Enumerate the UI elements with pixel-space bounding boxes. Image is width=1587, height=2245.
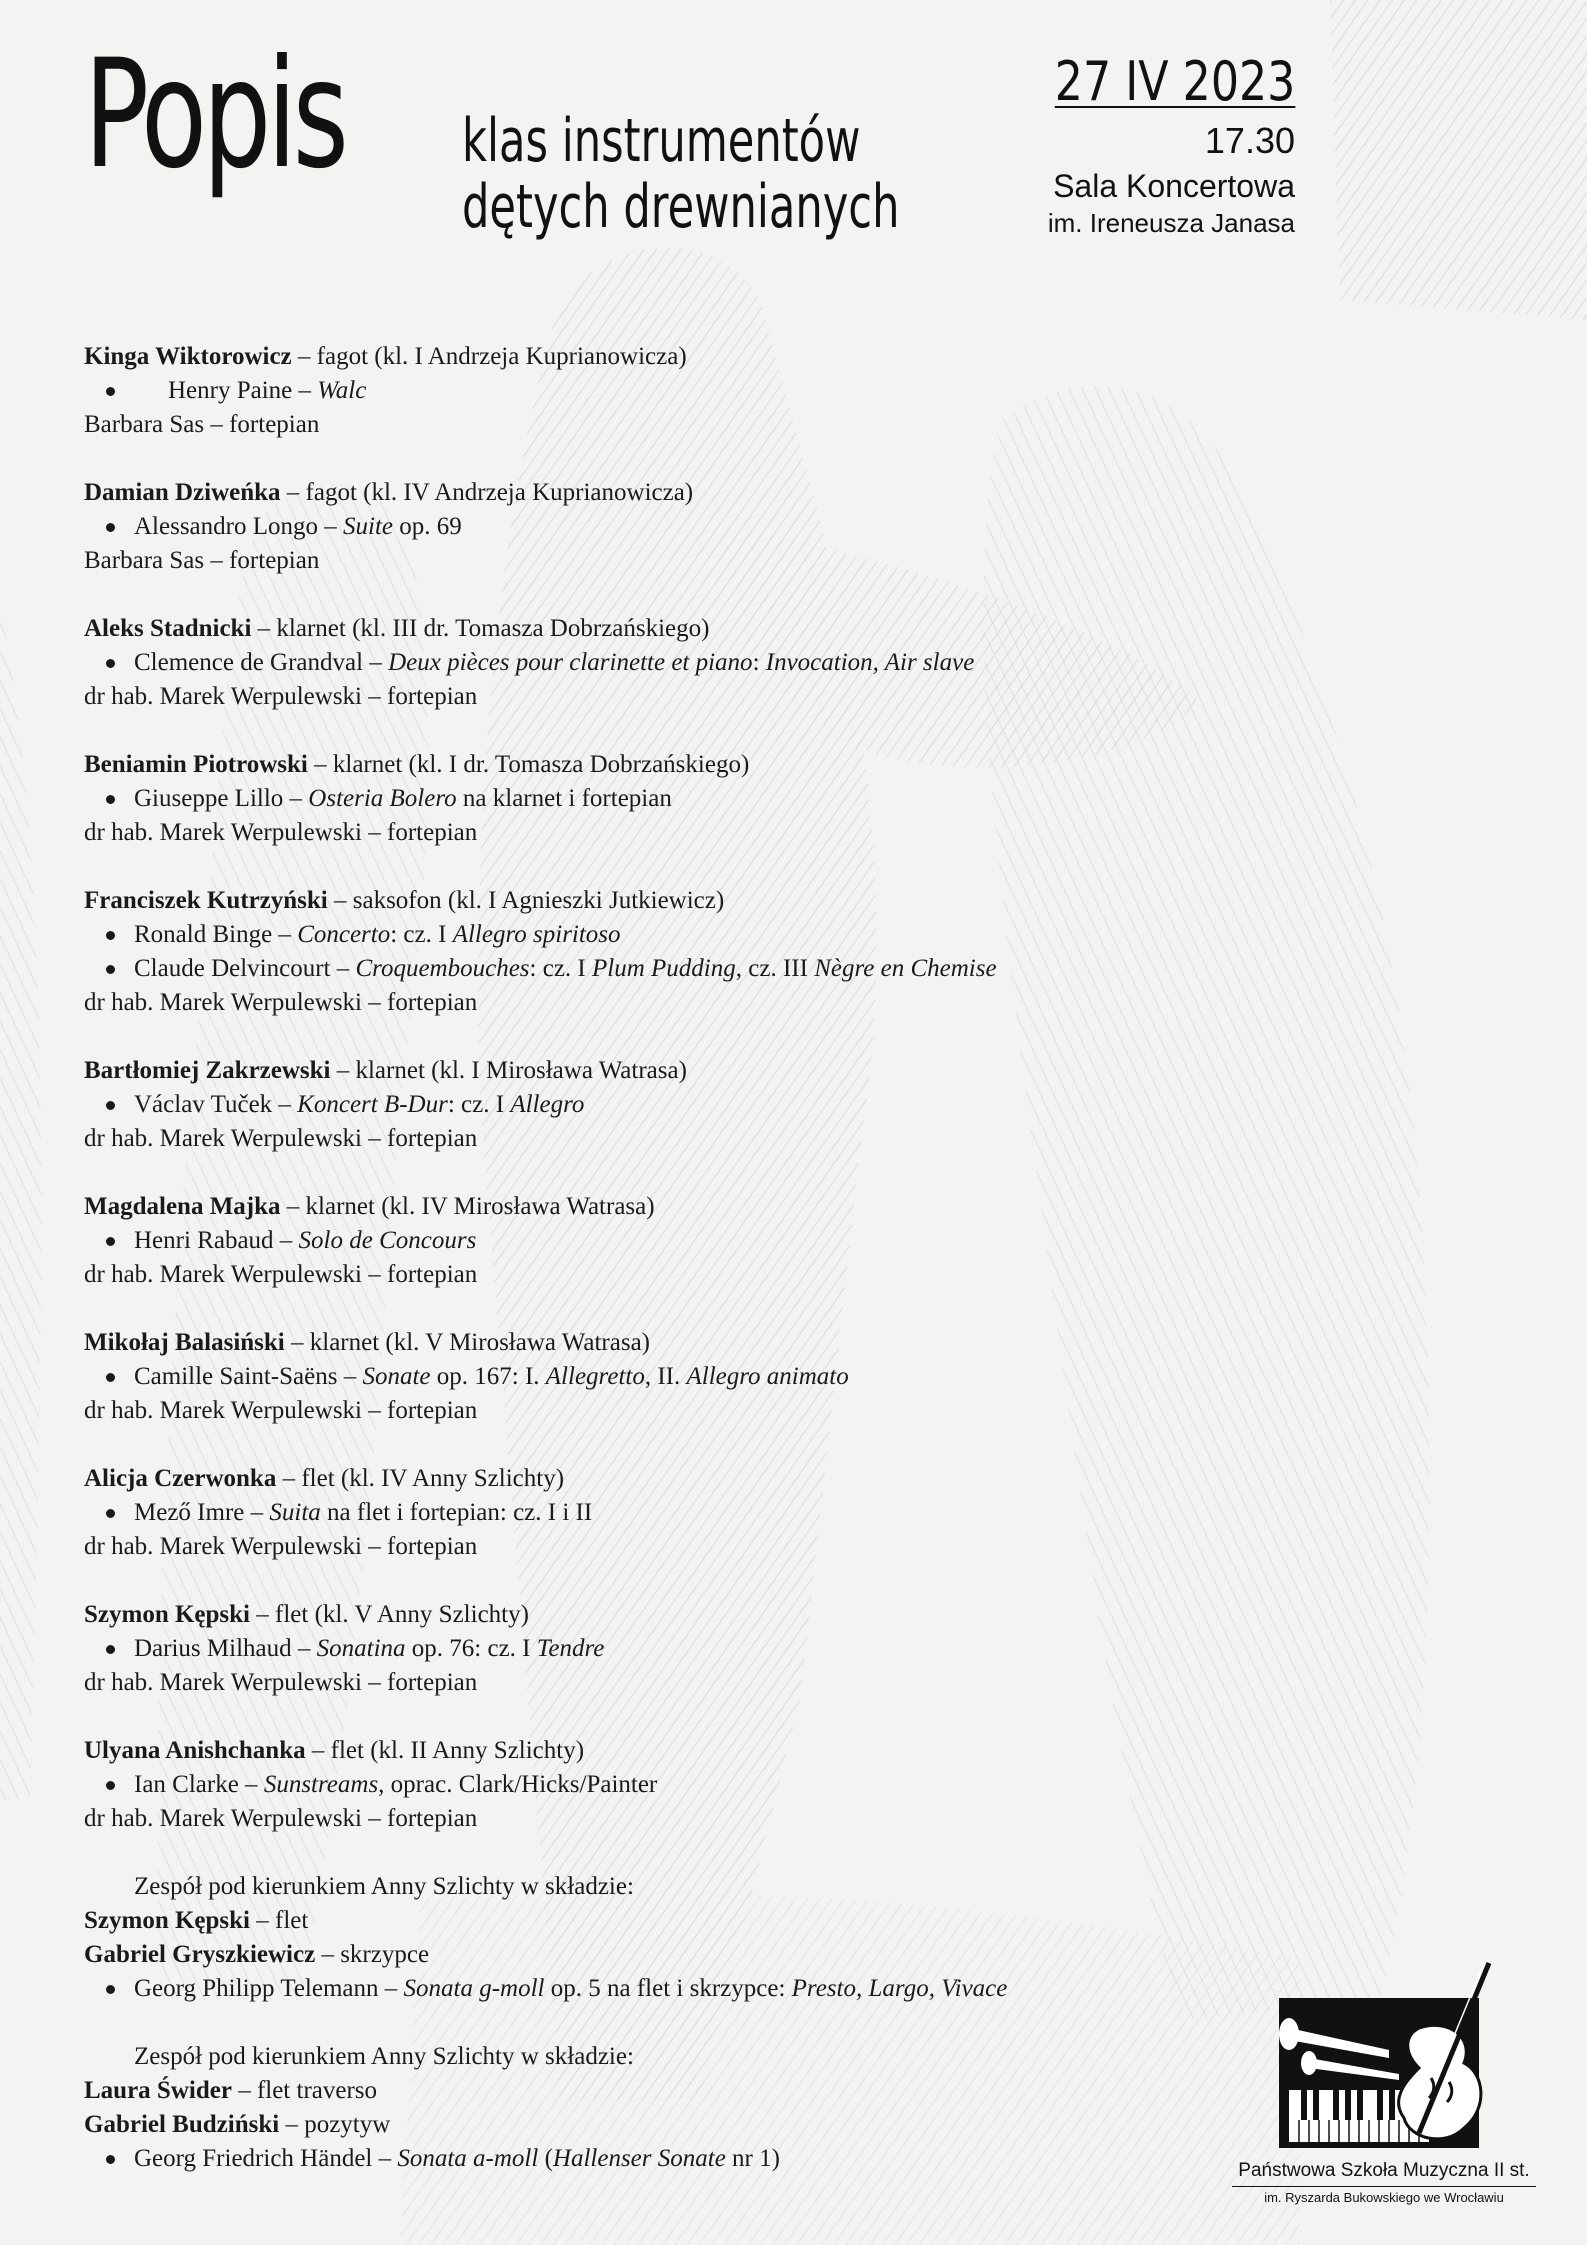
poster-title: Popis [84,28,345,202]
work-title: Osteria Bolero [308,785,457,812]
work-detail: : [752,649,766,676]
work-item [84,782,1234,816]
performer-name: Alicja Czerwonka [84,1465,277,1492]
work-title: Nègre en Chemise [814,955,997,982]
event-date: 27 IV 2023 [1054,50,1295,113]
work-title: Deux pièces pour clarinette et piano [388,649,753,676]
performer-line [84,1462,1234,1496]
performer-name: Szymon Kępski [84,1601,251,1628]
school-logo [1214,1958,1554,2209]
work-detail: nr 1) [725,2145,780,2172]
work-detail: op. 76: cz. I [405,1635,537,1662]
work-composer: Ronald Binge – [134,921,298,948]
ensemble-intro: Zespół pod kierunkiem Anny Szlichty w składzie: [134,2043,634,2070]
accompanist: Barbara Sas – fortepian [84,547,320,574]
program-entry [84,884,1234,1020]
program-list [84,340,1234,2210]
performer-line [84,1190,1234,1224]
work-detail: op. 69 [393,513,462,540]
performer-name: Beniamin Piotrowski [84,751,308,778]
work-detail: : cz. I [447,1091,511,1118]
program-entry [84,1054,1234,1156]
event-venue: Sala Koncertowa [1053,168,1295,204]
work-title: Allegro animato [686,1363,849,1390]
performer-name: Kinga Wiktorowicz [84,343,292,370]
work-composer: Alessandro Longo – [134,513,343,540]
work-title: Sonata g-moll [403,1975,545,2002]
work-composer: Georg Friedrich Händel – [134,2145,398,2172]
performer-name: Ulyana Anishchanka [84,1737,306,1764]
performer-role: – fagot (kl. IV Andrzeja Kuprianowicza) [280,479,694,506]
performer-line [84,1598,1234,1632]
school-name: Państwowa Szkoła Muzyczna II st. [1232,2158,1535,2187]
work-item [84,1632,1234,1666]
work-title: Croquembouches [355,955,530,982]
performer-role: – flet [250,1907,309,1934]
work-item [84,2142,1234,2176]
accompanist: dr hab. Marek Werpulewski – fortepian [84,989,478,1016]
program-entry [84,1462,1234,1564]
accompanist: dr hab. Marek Werpulewski – fortepian [84,683,478,710]
work-item [84,952,1234,986]
accompanist: dr hab. Marek Werpulewski – fortepian [84,1397,478,1424]
performer-name: Franciszek Kutrzyński [84,887,328,914]
event-venue-sub: im. Ireneusza Janasa [1047,208,1295,238]
work-composer: Clemence de Grandval – [134,649,389,676]
program-entry [84,1734,1234,1836]
work-composer: Darius Milhaud – [134,1635,317,1662]
performer-line [84,612,1234,646]
accompanist: dr hab. Marek Werpulewski – fortepian [84,1669,478,1696]
work-composer: Henry Paine – [168,377,318,404]
work-detail: op. 5 na flet i skrzypce: [544,1975,792,2002]
performer-name: Aleks Stadnicki [84,615,252,642]
accompanist: dr hab. Marek Werpulewski – fortepian [84,1805,478,1832]
poster-subtitle [462,108,899,240]
ensemble-member [84,1904,1234,1938]
performer-role: – fagot (kl. I Andrzeja Kuprianowicza) [291,343,687,370]
work-title: Presto, Largo, Vivace [791,1975,1008,2002]
work-composer: Václav Tuček – [134,1091,298,1118]
performer-line [84,1734,1234,1768]
work-title: Tendre [536,1635,605,1662]
work-item [84,510,1234,544]
work-title: Solo de Concours [298,1227,477,1254]
work-title: Sonatina [316,1635,406,1662]
work-title: Plum Pudding [592,955,736,982]
work-detail: oprac. Clark/Hicks/Painter [384,1771,658,1798]
work-detail: op. 167: I. [430,1363,546,1390]
work-composer: Georg Philipp Telemann – [134,1975,404,2002]
work-composer: Ian Clarke – [134,1771,264,1798]
work-title: Concerto [297,921,391,948]
work-composer: Giuseppe Lillo – [134,785,309,812]
work-title: Sunstreams, [263,1771,385,1798]
work-title: Koncert B-Dur [297,1091,448,1118]
performer-line [84,1054,1234,1088]
performer-role: – klarnet (kl. IV Mirosława Watrasa) [280,1193,655,1220]
performer-role: – klarnet (kl. V Mirosława Watrasa) [284,1329,651,1356]
program-entry [84,1598,1234,1700]
performer-role: – pozytyw [279,2111,391,2138]
work-title: Suite [343,513,393,540]
performer-role: – skrzypce [315,1941,430,1968]
program-entry [84,1190,1234,1292]
performer-name: Szymon Kępski [84,1907,251,1934]
work-title: Sonate [362,1363,431,1390]
program-entry [84,1326,1234,1428]
program-entry [84,340,1234,442]
performer-line [84,884,1234,918]
work-title: Allegro spiritoso [452,921,621,948]
program-entry [84,748,1234,850]
performer-name: Bartłomiej Zakrzewski [84,1057,331,1084]
work-item [84,1360,1234,1394]
event-time: 17.30 [1204,120,1295,161]
work-detail: : cz. I [529,955,593,982]
performer-name: Laura Świder [84,2077,232,2104]
accompanist: dr hab. Marek Werpulewski – fortepian [84,1533,478,1560]
work-item [84,1088,1234,1122]
work-composer: Henri Rabaud – [134,1227,299,1254]
performer-line [84,1326,1234,1360]
performer-line [84,748,1234,782]
work-item [84,1224,1234,1258]
work-title: Sonata a-moll [397,2145,539,2172]
work-detail: , II. [644,1363,687,1390]
work-item [84,918,1234,952]
program-entry [84,476,1234,578]
work-title: Walc [317,377,367,404]
accompanist: dr hab. Marek Werpulewski – fortepian [84,1125,478,1152]
school-patron: im. Ryszarda Bukowskiego we Wrocławiu [1264,2190,1504,2205]
work-title: Suita [269,1499,321,1526]
performer-role: – klarnet (kl. I dr. Tomasza Dobrzańskiego) [307,751,750,778]
ensemble-member [84,2074,1234,2108]
performer-name: Gabriel Budziński [84,2111,280,2138]
ensemble-entry [84,1870,1234,2006]
work-title: Hallenser Sonate [552,2145,726,2172]
performer-role: – flet (kl. IV Anny Szlichty) [276,1465,565,1492]
work-detail: ( [538,2145,553,2172]
work-composer: Claude Delvincourt – [134,955,356,982]
work-item [84,374,1234,408]
ensemble-member [84,1938,1234,1972]
work-item [84,1768,1234,1802]
work-detail: na klarnet i fortepian [456,785,672,812]
work-item [84,1972,1234,2006]
performer-role: – flet (kl. V Anny Szlichty) [250,1601,529,1628]
ensemble-entry [84,2040,1234,2176]
work-detail: , cz. III [735,955,815,982]
performer-role: – saksofon (kl. I Agnieszki Jutkiewicz) [327,887,725,914]
event-info [1002,52,1295,240]
work-item [84,1496,1234,1530]
accompanist: dr hab. Marek Werpulewski – fortepian [84,819,478,846]
subtitle-line-2: dętych drewnianych [462,172,900,242]
school-emblem-icon [1249,1958,1519,2158]
ensemble-intro: Zespół pod kierunkiem Anny Szlichty w składzie: [134,1873,634,1900]
performer-role: – flet (kl. II Anny Szlichty) [305,1737,585,1764]
program-entry [84,612,1234,714]
performer-name: Damian Dziweńka [84,479,281,506]
performer-line [84,340,1234,374]
performer-role: – klarnet (kl. III dr. Tomasza Dobrzańskiego) [251,615,710,642]
work-detail: : cz. I [390,921,453,948]
work-item [84,646,1234,680]
performer-line [84,476,1234,510]
performer-name: Magdalena Majka [84,1193,281,1220]
performer-role: – flet traverso [231,2077,378,2104]
subtitle-line-1: klas instrumentów [462,106,861,176]
work-detail: na flet i fortepian: cz. I i II [320,1499,593,1526]
accompanist: Barbara Sas – fortepian [84,411,320,438]
accompanist: dr hab. Marek Werpulewski – fortepian [84,1261,478,1288]
work-title: Allegro [510,1091,585,1118]
work-composer: Mező Imre – [134,1499,270,1526]
work-title: Allegretto [545,1363,645,1390]
ensemble-member [84,2108,1234,2142]
performer-role: – klarnet (kl. I Mirosława Watrasa) [330,1057,687,1084]
work-title: Invocation, Air slave [765,649,975,676]
work-composer: Camille Saint-Saëns – [134,1363,363,1390]
performer-name: Gabriel Gryszkiewicz [84,1941,316,1968]
performer-name: Mikołaj Balasiński [84,1329,285,1356]
